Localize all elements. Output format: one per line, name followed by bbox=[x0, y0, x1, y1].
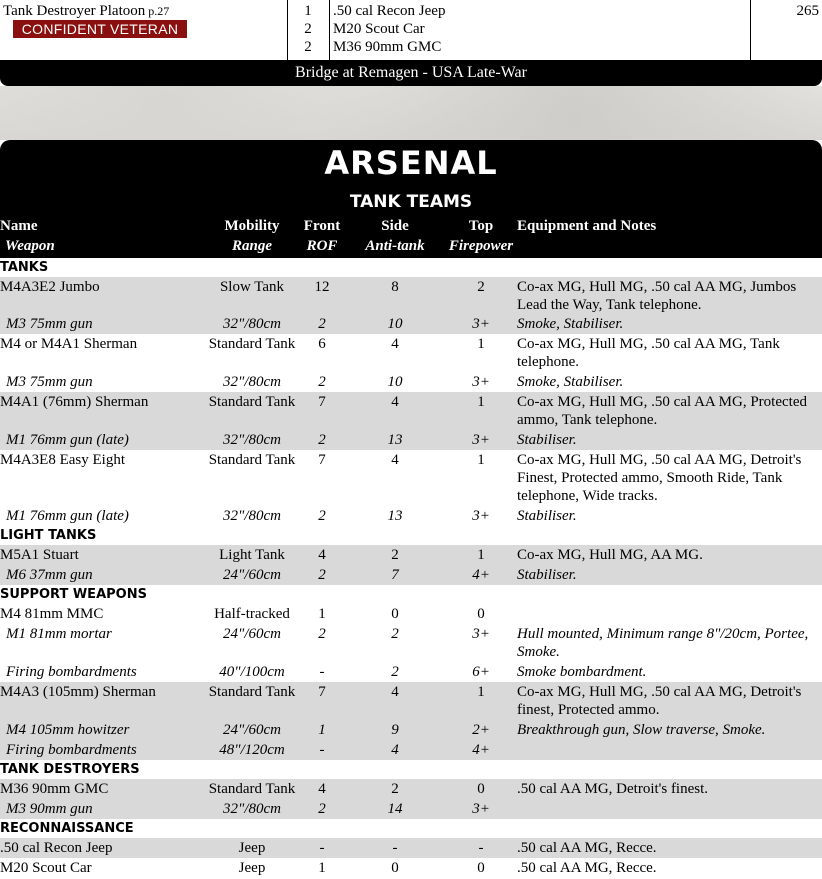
row-notes: .50 cal AA MG, Detroit's finest. bbox=[517, 781, 709, 797]
row-side: 4 bbox=[391, 684, 399, 700]
row-side: 4 bbox=[391, 394, 399, 410]
row-firepower: 6+ bbox=[472, 664, 490, 680]
row-name: M4A3 (105mm) Sherman bbox=[0, 684, 156, 700]
arsenal-header bbox=[0, 140, 822, 258]
row-mobility: Standard Tank bbox=[208, 336, 296, 352]
row-mobility: Standard Tank bbox=[208, 452, 296, 468]
row-name: M4A1 (76mm) Sherman bbox=[0, 394, 149, 410]
row-mobility: Standard Tank bbox=[208, 394, 296, 410]
row-range: 48"/120cm bbox=[219, 742, 285, 758]
row-notes: Stabiliser. bbox=[517, 432, 577, 448]
row-notes: Smoke bombardment. bbox=[517, 664, 647, 680]
row-name: M36 90mm GMC bbox=[0, 781, 109, 797]
arsenal-title: ARSENAL bbox=[324, 144, 498, 182]
table-row bbox=[0, 334, 822, 372]
row-side: 0 bbox=[391, 606, 399, 622]
row-weapon: M6 37mm gun bbox=[6, 567, 93, 583]
unit-page-ref: p.27 bbox=[148, 4, 170, 18]
row-firepower: 3+ bbox=[472, 374, 490, 390]
row-firepower: 3+ bbox=[472, 508, 490, 524]
row-top: 1 bbox=[477, 547, 485, 563]
row-front: 7 bbox=[318, 684, 326, 700]
row-notes: .50 cal AA MG, Recce. bbox=[517, 840, 657, 856]
header-side: Side bbox=[381, 218, 409, 234]
unit-points: 265 bbox=[796, 3, 819, 19]
header-rof: ROF bbox=[306, 238, 338, 254]
row-notes: Co-ax MG, Hull MG, .50 cal AA MG, Detroit's finest, Protected ammo. bbox=[517, 684, 802, 718]
row-firepower: 3+ bbox=[472, 626, 490, 642]
row-top: 0 bbox=[477, 606, 485, 622]
row-rof: 2 bbox=[318, 508, 326, 524]
header-name: Name bbox=[0, 218, 38, 234]
row-weapon: M1 81mm mortar bbox=[6, 626, 112, 642]
unit-qty-3: 2 bbox=[304, 39, 312, 55]
row-side: 4 bbox=[391, 452, 399, 468]
row-top: 2 bbox=[477, 279, 485, 295]
row-name: M4A3E2 Jumbo bbox=[0, 279, 100, 295]
row-front: 12 bbox=[314, 279, 330, 295]
row-rof: - bbox=[319, 742, 325, 758]
row-rof: 2 bbox=[318, 801, 326, 817]
row-top: 1 bbox=[477, 452, 485, 468]
row-range: 32"/80cm bbox=[223, 432, 281, 448]
table-row bbox=[0, 779, 822, 799]
row-firepower: 3+ bbox=[472, 316, 490, 332]
row-side: - bbox=[392, 840, 398, 856]
table-row bbox=[0, 372, 822, 392]
table-row bbox=[0, 740, 822, 760]
unit-vehicle-2: M20 Scout Car bbox=[333, 21, 425, 37]
row-rof: 1 bbox=[318, 722, 326, 738]
row-rof: 2 bbox=[318, 567, 326, 583]
row-notes: Smoke, Stabiliser. bbox=[517, 374, 624, 390]
row-mobility: Light Tank bbox=[219, 547, 285, 563]
row-front: - bbox=[319, 840, 325, 856]
header-front: Front bbox=[303, 218, 341, 234]
row-top: 1 bbox=[477, 684, 485, 700]
row-notes: Co-ax MG, Hull MG, AA MG. bbox=[517, 547, 703, 563]
row-front: 6 bbox=[318, 336, 326, 352]
row-name: M4 81mm MMC bbox=[0, 606, 104, 622]
section-light-tanks: LIGHT TANKS bbox=[0, 526, 822, 545]
row-antitank: 7 bbox=[391, 567, 399, 583]
table-row bbox=[0, 624, 822, 662]
row-front: 7 bbox=[318, 452, 326, 468]
row-firepower: 4+ bbox=[472, 567, 490, 583]
row-range: 32"/80cm bbox=[223, 508, 281, 524]
header-firepower: Firepower bbox=[448, 238, 514, 254]
row-weapon: M1 76mm gun (late) bbox=[6, 432, 129, 448]
row-notes: Breakthrough gun, Slow traverse, Smoke. bbox=[517, 722, 766, 738]
row-antitank: 10 bbox=[387, 316, 403, 332]
row-notes: Co-ax MG, Hull MG, .50 cal AA MG, Tank telephone. bbox=[517, 336, 780, 370]
arsenal-subtitle: TANK TEAMS bbox=[349, 192, 473, 212]
table-row bbox=[0, 392, 822, 430]
row-range: 32"/80cm bbox=[223, 374, 281, 390]
row-front: 1 bbox=[318, 860, 326, 876]
background-texture bbox=[0, 86, 822, 140]
row-range: 32"/80cm bbox=[223, 801, 281, 817]
header-mobility: Mobility bbox=[224, 218, 280, 234]
header-notes: Equipment and Notes bbox=[517, 218, 657, 234]
row-mobility: Jeep bbox=[238, 860, 266, 876]
row-notes: Smoke, Stabiliser. bbox=[517, 316, 624, 332]
row-antitank: 14 bbox=[387, 801, 403, 817]
row-antitank: 2 bbox=[391, 664, 399, 680]
row-antitank: 9 bbox=[391, 722, 399, 738]
row-weapon: M3 75mm gun bbox=[6, 374, 93, 390]
table-row bbox=[0, 858, 822, 879]
unit-row bbox=[0, 0, 822, 60]
row-name: M4 or M4A1 Sherman bbox=[0, 336, 138, 352]
row-rof: 2 bbox=[318, 374, 326, 390]
table-row bbox=[0, 720, 822, 740]
row-range: 24"/60cm bbox=[223, 567, 281, 583]
row-range: 40"/100cm bbox=[219, 664, 285, 680]
table-row bbox=[0, 314, 822, 334]
section-support-weapons: SUPPORT WEAPONS bbox=[0, 585, 822, 604]
army-banner: Bridge at Remagen - USA Late-War bbox=[0, 60, 822, 86]
row-antitank: 4 bbox=[391, 742, 399, 758]
table-row bbox=[0, 799, 822, 819]
table-row bbox=[0, 604, 822, 624]
table-row bbox=[0, 565, 822, 585]
row-firepower: 4+ bbox=[472, 742, 490, 758]
row-rof: 2 bbox=[318, 432, 326, 448]
section-tanks: TANKS bbox=[0, 258, 822, 277]
row-top: 0 bbox=[477, 781, 485, 797]
header-weapon: Weapon bbox=[5, 238, 55, 254]
row-top: 1 bbox=[477, 336, 485, 352]
row-notes: Hull mounted, Minimum range 8"/20cm, Portee, Smoke. bbox=[517, 626, 809, 660]
row-side: 2 bbox=[391, 547, 399, 563]
row-name: M5A1 Stuart bbox=[0, 547, 79, 563]
table-row bbox=[0, 430, 822, 450]
row-front: 7 bbox=[318, 394, 326, 410]
row-rof: 2 bbox=[318, 626, 326, 642]
row-mobility: Standard Tank bbox=[208, 684, 296, 700]
row-notes: Co-ax MG, Hull MG, .50 cal AA MG, Protected ammo, Tank telephone. bbox=[517, 394, 807, 428]
row-firepower: 3+ bbox=[472, 432, 490, 448]
section-tank-destroyers: TANK DESTROYERS bbox=[0, 760, 822, 779]
row-antitank: 13 bbox=[387, 508, 403, 524]
table-row bbox=[0, 545, 822, 565]
row-top: 0 bbox=[477, 860, 485, 876]
row-weapon: M4 105mm howitzer bbox=[6, 722, 130, 738]
row-rof: - bbox=[319, 664, 325, 680]
table-row bbox=[0, 506, 822, 526]
unit-title bbox=[3, 3, 169, 20]
row-antitank: 13 bbox=[387, 432, 403, 448]
unit-rating-badge: CONFIDENT VETERAN bbox=[13, 20, 187, 38]
row-antitank: 2 bbox=[391, 626, 399, 642]
header-antitank: Anti-tank bbox=[365, 238, 425, 254]
row-side: 8 bbox=[391, 279, 399, 295]
row-front: 4 bbox=[318, 547, 326, 563]
row-notes: Co-ax MG, Hull MG, .50 cal AA MG, Detroit's Finest, Protected ammo, Smooth Ride, Tank telephone, Wide tracks. bbox=[517, 452, 802, 504]
row-weapon: Firing bombardments bbox=[6, 742, 137, 758]
unit-vehicle-1: .50 cal Recon Jeep bbox=[333, 3, 446, 19]
row-weapon: M1 76mm gun (late) bbox=[6, 508, 129, 524]
row-name: .50 cal Recon Jeep bbox=[0, 840, 113, 856]
row-notes: Stabiliser. bbox=[517, 567, 577, 583]
row-mobility: Jeep bbox=[238, 840, 266, 856]
row-mobility: Standard Tank bbox=[208, 781, 296, 797]
row-side: 0 bbox=[391, 860, 399, 876]
row-weapon: M3 90mm gun bbox=[6, 801, 93, 817]
row-range: 24"/60cm bbox=[223, 626, 281, 642]
header-top: Top bbox=[468, 218, 494, 234]
table-row bbox=[0, 277, 822, 314]
row-top: 1 bbox=[477, 394, 485, 410]
row-name: M20 Scout Car bbox=[0, 860, 92, 876]
row-range: 24"/60cm bbox=[223, 722, 281, 738]
table-row bbox=[0, 450, 822, 506]
unit-qty-1: 1 bbox=[304, 3, 312, 19]
section-reconnaissance: RECONNAISSANCE bbox=[0, 819, 822, 838]
row-name: M4A3E8 Easy Eight bbox=[0, 452, 125, 468]
row-firepower: 3+ bbox=[472, 801, 490, 817]
unit-vehicle-3: M36 90mm GMC bbox=[333, 39, 442, 55]
row-rof: 2 bbox=[318, 316, 326, 332]
row-notes: .50 cal AA MG, Recce. bbox=[517, 860, 657, 876]
row-front: 4 bbox=[318, 781, 326, 797]
unit-name: Tank Destroyer Platoon bbox=[3, 3, 146, 19]
row-mobility: Half-tracked bbox=[214, 606, 290, 622]
row-notes: Stabiliser. bbox=[517, 508, 577, 524]
row-mobility: Slow Tank bbox=[219, 279, 285, 295]
row-antitank: 10 bbox=[387, 374, 403, 390]
row-notes: Co-ax MG, Hull MG, .50 cal AA MG, Jumbos Lead the Way, Tank telephone. bbox=[517, 279, 797, 313]
header-range: Range bbox=[231, 238, 272, 254]
unit-qty-2: 2 bbox=[304, 21, 312, 37]
row-side: 2 bbox=[391, 781, 399, 797]
row-range: 32"/80cm bbox=[223, 316, 281, 332]
row-front: 1 bbox=[318, 606, 326, 622]
row-firepower: 2+ bbox=[472, 722, 490, 738]
row-weapon: M3 75mm gun bbox=[6, 316, 93, 332]
table-row bbox=[0, 838, 822, 858]
row-weapon: Firing bombardments bbox=[6, 664, 137, 680]
table-row bbox=[0, 662, 822, 682]
row-side: 4 bbox=[391, 336, 399, 352]
table-row bbox=[0, 682, 822, 720]
row-top: - bbox=[478, 840, 484, 856]
